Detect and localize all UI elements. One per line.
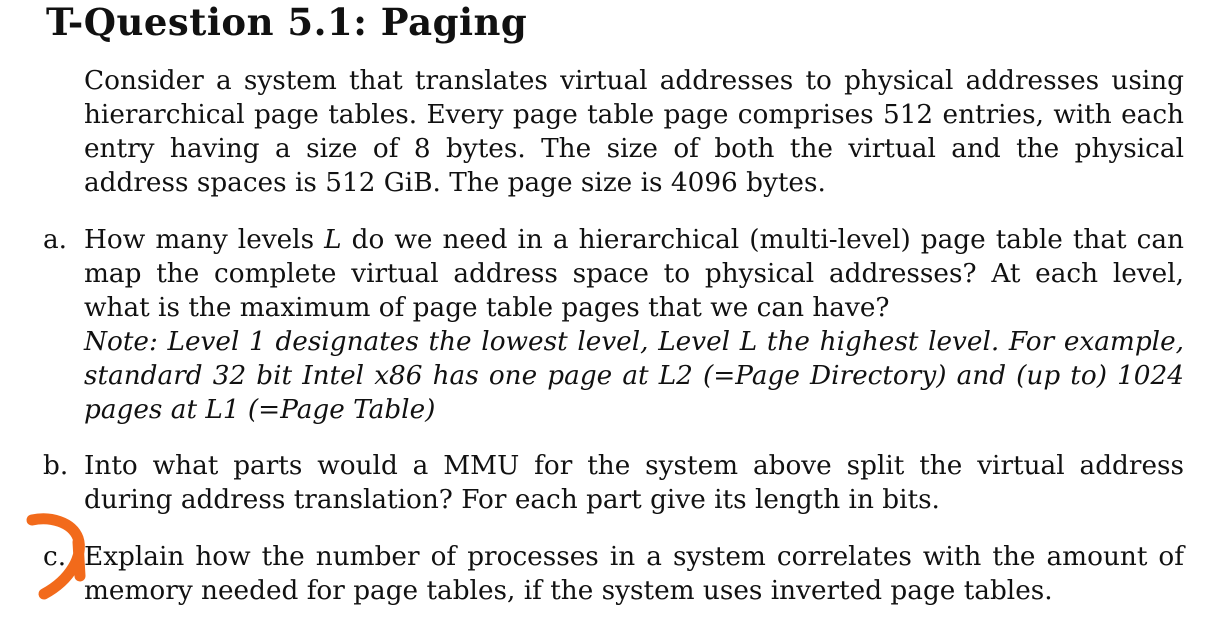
question-a-note: Note: Level 1 designates the lowest level, Level L the highest level. For example, standard 32 bit Intel x86 has one page at L2 (=Page Directory) and (up to) 1024 pages at L1 (=Page Table) — [84, 327, 1184, 425]
question-c-text: Explain how the number of processes in a system correlates with the amount of memory needed for page tables, if the system uses inverted page tables. — [84, 542, 1184, 606]
question-b — [43, 449, 1184, 517]
question-a-text-before: How many levels — [84, 225, 325, 255]
question-b-label: b. — [43, 451, 69, 481]
question-c — [43, 540, 1184, 608]
question-c-label: c. — [43, 542, 67, 572]
page-title: T-Question 5.1: Paging — [46, 0, 528, 44]
question-b-text: Into what parts would a MMU for the system above split the virtual address during address translation? For each part give its length in bits. — [84, 451, 1184, 515]
question-a-label: a. — [43, 225, 68, 255]
intro-paragraph: Consider a system that translates virtual addresses to physical addresses using hierarchical page tables. Every page table page comprises 512 entries, with each entry having a size of 8 bytes. The size of both the virtual and the physical address spaces is 512 GiB. The page size is 4096 bytes. — [84, 66, 1184, 198]
question-a — [43, 223, 1184, 427]
question-a-variable: L — [324, 225, 342, 255]
question-a-text-after: do we need in a hierarchical (multi-level) page table that can map the complete virtual address space to physical addresses? At each level, what is the maximum of page table pages that we can have? — [84, 225, 1184, 323]
